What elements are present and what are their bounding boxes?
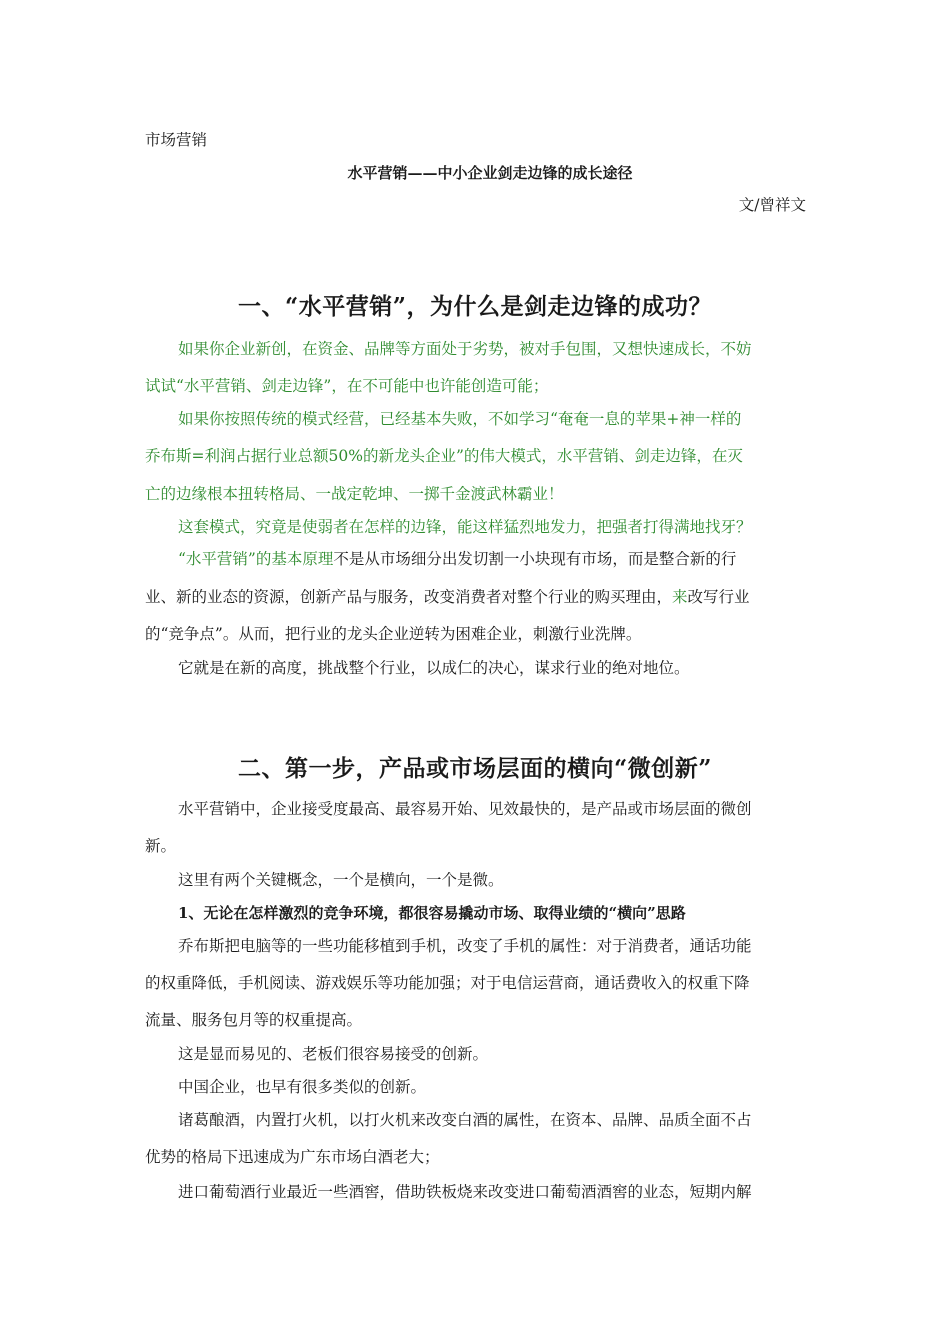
paragraph-text: 改写行业 [687,588,750,606]
paragraph-line: 进口葡萄酒行业最近一些酒窖，借助铁板烧来改变进口葡萄酒酒窖的业态，短期内解 [178,1183,752,1201]
author-line: 文/曾祥文 [738,196,806,214]
paragraph-line: 如果你按照传统的模式经营，已经基本失败，不如学习“奄奄一息的苹果+神一样的 [178,410,742,428]
paragraph-line: 乔布斯=利润占据行业总额50%的新龙头企业”的伟大模式，水平营销、剑走边锋，在灭 [145,447,743,465]
paragraph-line: 诸葛酿酒，内置打火机，以打火机来改变白酒的属性，在资本、品牌、品质全面不占 [178,1111,752,1129]
section1-heading: 一、“水平营销”，为什么是剑走边锋的成功？ [238,293,712,320]
paragraph-line: 试试“水平营销、剑走边锋”，在不可能中也许能创造可能； [145,377,549,395]
paragraph-line [178,547,736,569]
document-title: 水平营销——中小企业剑走边锋的成长途径 [347,164,633,182]
paragraph-line: 的“竞争点”。从而，把行业的龙头企业逆转为困难企业，刺激行业洗牌。 [145,625,642,643]
paragraph-line: 优势的格局下迅速成为广东市场白酒老大； [145,1148,440,1166]
paragraph-line: 亡的边缘根本扭转格局、一战定乾坤、一掷千金渡武林霸业！ [145,485,564,503]
paragraph-line [145,585,750,607]
paragraph-line: 新。 [145,837,177,855]
category-label: 市场营销 [145,131,208,149]
paragraph-text: 业、新的业态的资源，创新产品与服务，改变消费者对整个行业的购买理由， [145,588,673,606]
highlight-text: “水平营销”的基本原理 [178,550,334,568]
highlight-text: 来 [672,588,688,606]
paragraph-line: 水平营销中，企业接受度最高、最容易开始、见效最快的，是产品或市场层面的微创 [178,800,752,818]
paragraph-line: 这是显而易见的、老板们很容易接受的创新。 [178,1045,489,1063]
paragraph-line: 如果你企业新创，在资金、品牌等方面处于劣势，被对手包围，又想快速成长，不妨 [178,340,752,358]
paragraph-line: 这里有两个关键概念，一个是横向，一个是微。 [178,871,504,889]
paragraph-line: 中国企业，也早有很多类似的创新。 [178,1078,427,1096]
paragraph-line: 它就是在新的高度，挑战整个行业，以成仁的决心，谋求行业的绝对地位。 [178,659,690,677]
paragraph-line: 这套模式，究竟是使弱者在怎样的边锋，能这样猛烈地发力，把强者打得满地找牙？ [178,518,752,536]
paragraph-line: 乔布斯把电脑等的一些功能移植到手机，改变了手机的属性：对于消费者，通话功能 [178,937,752,955]
section2-heading: 二、第一步，产品或市场层面的横向“微创新” [238,755,712,782]
paragraph-line: 流量、服务包月等的权重提高。 [145,1011,363,1029]
paragraph-line: 的权重降低，手机阅读、游戏娱乐等功能加强；对于电信运营商，通话费收入的权重下降 [145,974,750,992]
paragraph-text: 不是从市场细分出发切割一小块现有市场，而是整合新的行 [333,550,737,568]
subheading: 1、无论在怎样激烈的竞争环境，都很容易撬动市场、取得业绩的“横向”思路 [178,904,686,922]
